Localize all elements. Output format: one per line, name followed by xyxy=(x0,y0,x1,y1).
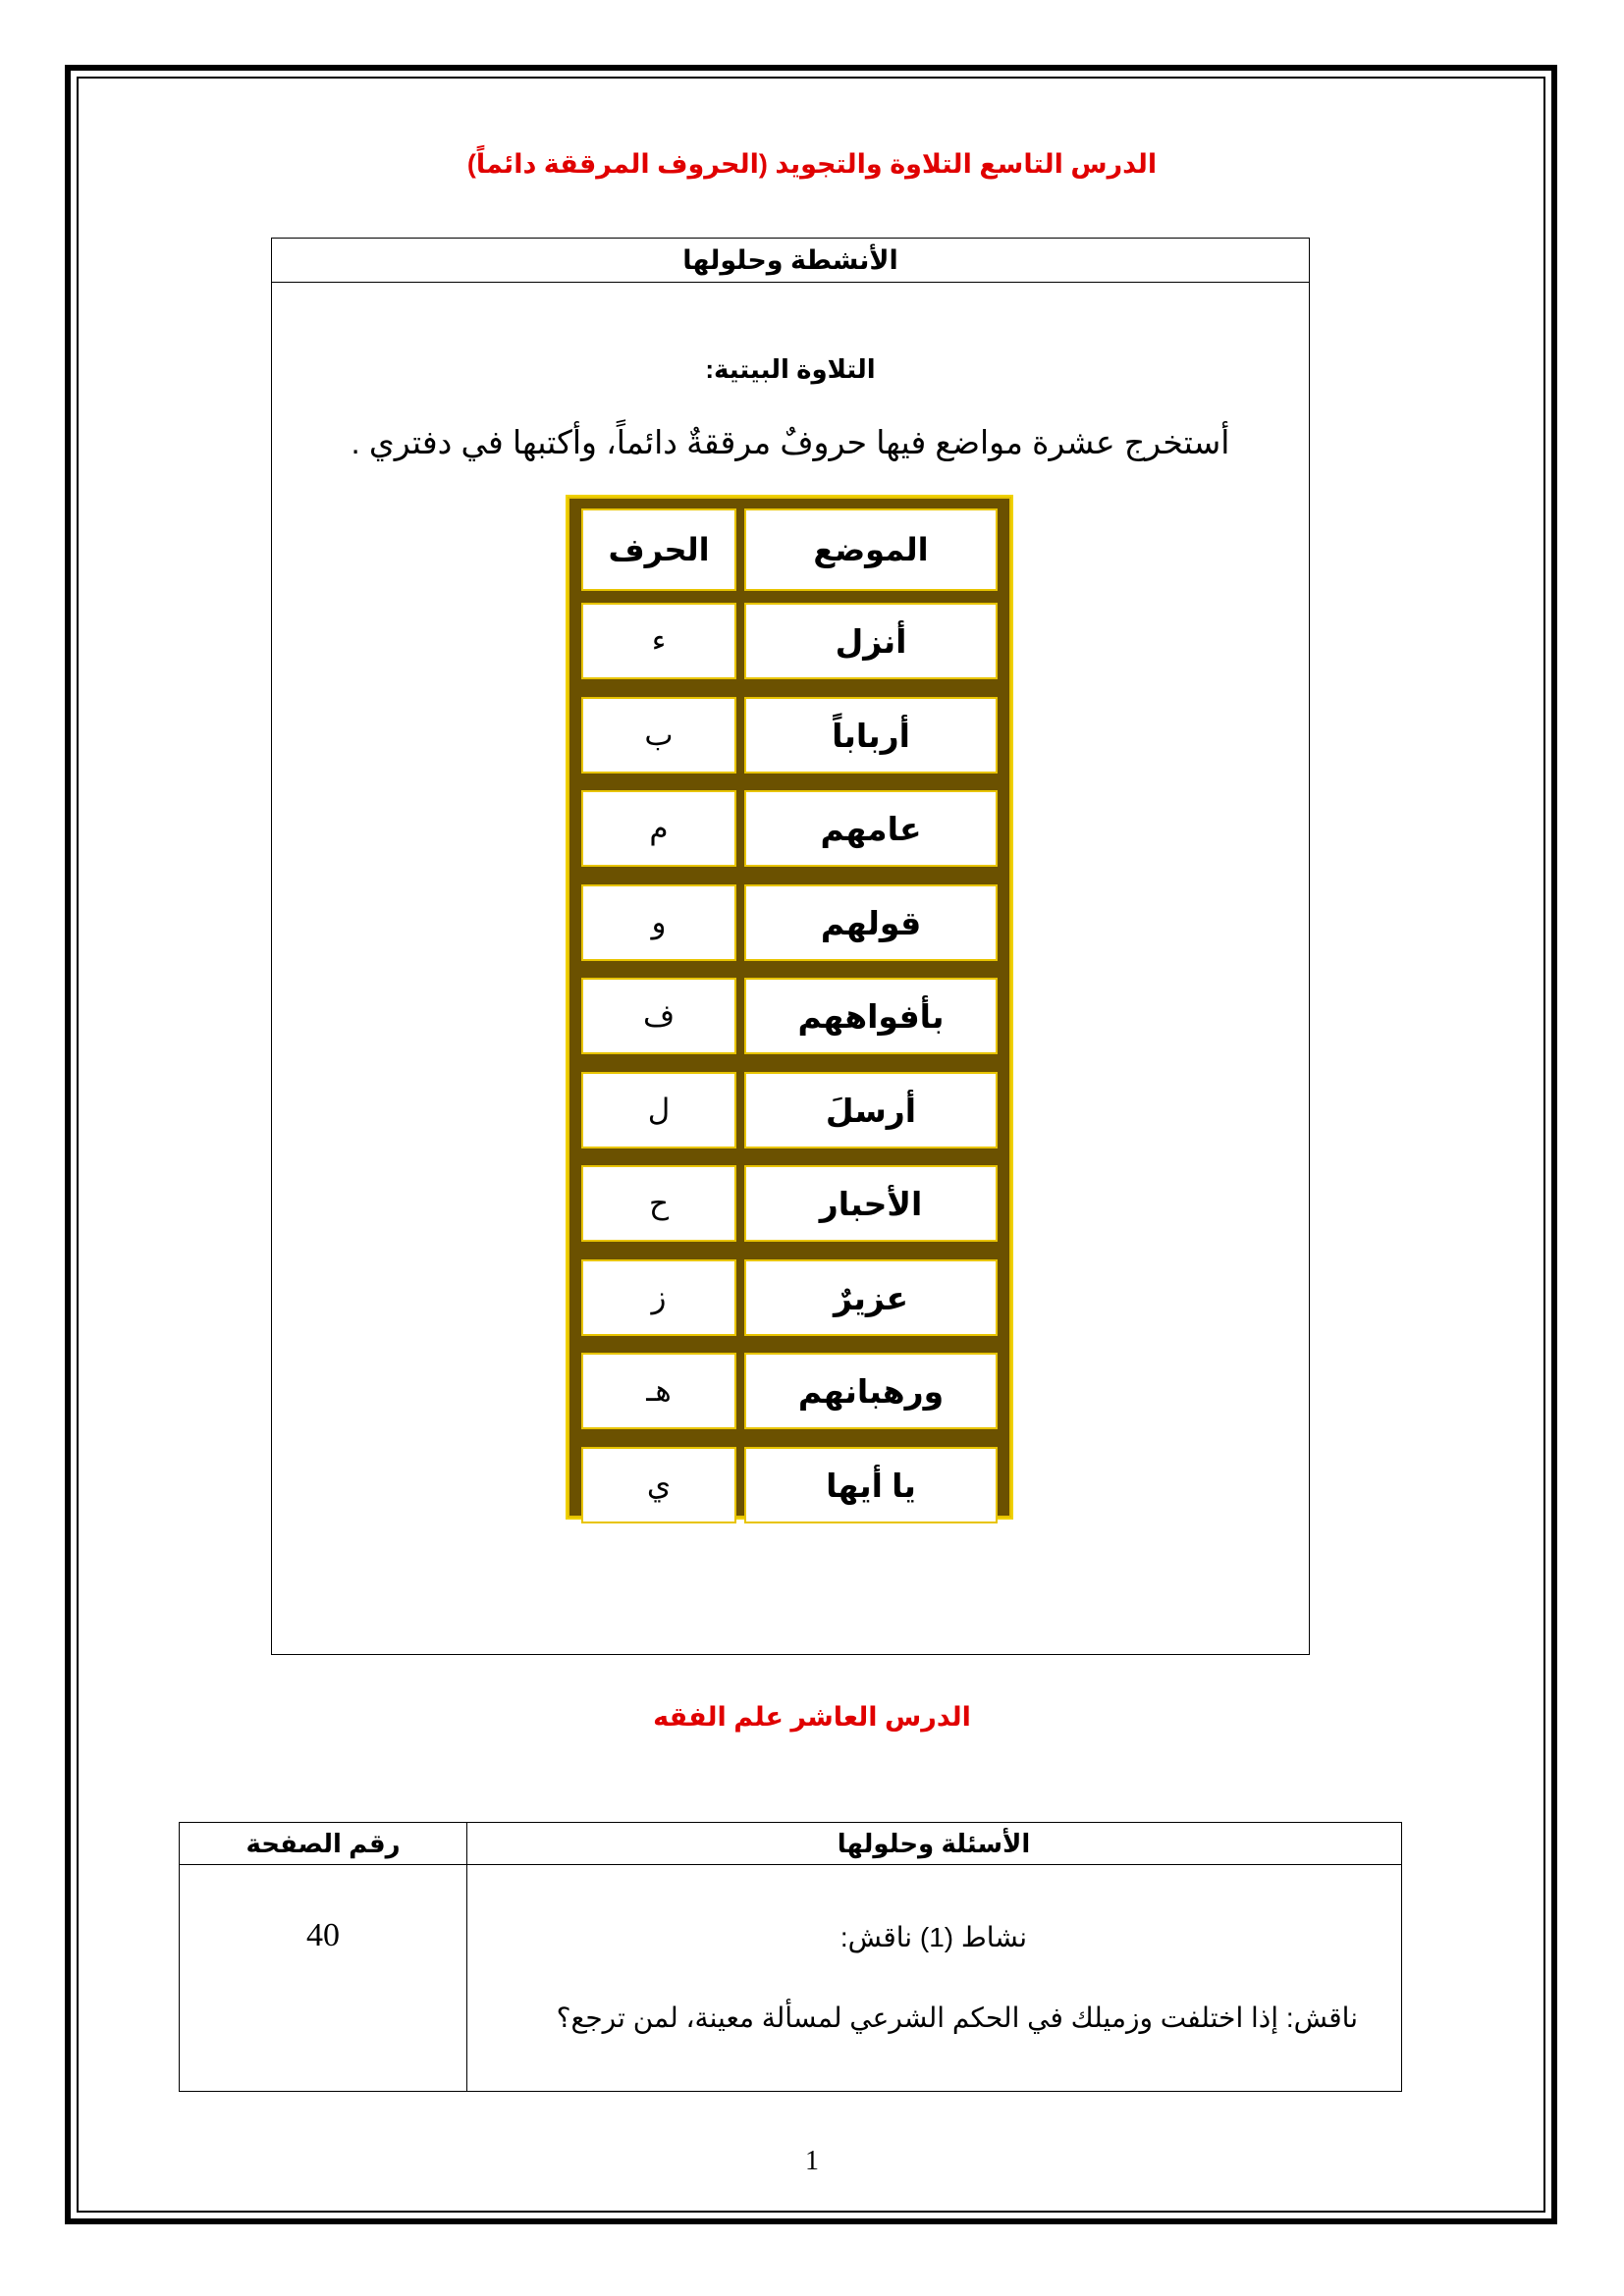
cell-letter: ء xyxy=(581,603,736,679)
header-letter: الحرف xyxy=(581,508,736,591)
cell-place: عزيرٌ xyxy=(744,1259,998,1336)
cell-place: عامهم xyxy=(744,790,998,867)
cell-place: بأفواههم xyxy=(744,978,998,1054)
activity-label: نشاط (1) ناقش: xyxy=(839,1922,1028,1952)
page-number: 1 xyxy=(805,2146,819,2176)
questions-table-divider xyxy=(180,1864,1401,1865)
cell-letter: ف xyxy=(581,978,736,1054)
letters-table-header-row xyxy=(568,508,1011,591)
cell-letter: ل xyxy=(581,1072,736,1148)
discussion-question: ناقش: إذا اختلفت وزميلك في الحكم الشرعي لمسألة معينة، لمن ترجع؟ xyxy=(556,2002,1358,2033)
lesson9-title: الدرس التاسع التلاوة والتجويد (الحروف المرققة دائماً) xyxy=(466,149,1158,179)
cell-letter: هـ xyxy=(581,1353,736,1429)
table-row xyxy=(568,1165,1011,1242)
page-reference: 40 xyxy=(306,1917,340,1953)
table-row xyxy=(568,1259,1011,1336)
table-row xyxy=(568,790,1011,867)
recitation-instruction: أستخرج عشرة مواضع فيها حروفٌ مرققةٌ دائماً، وأكتبها في دفتري . xyxy=(351,424,1230,460)
cell-place: ورهبانهم xyxy=(744,1353,998,1429)
lesson10-title: الدرس العاشر علم الفقه xyxy=(653,1702,971,1732)
cell-place: أرسلَ xyxy=(744,1072,998,1148)
table-row xyxy=(568,697,1011,774)
recitation-title: التلاوة البيتية: xyxy=(705,354,876,384)
cell-place: قولهم xyxy=(744,884,998,961)
header-place: الموضع xyxy=(744,508,998,591)
cell-letter: ي xyxy=(581,1447,736,1523)
cell-place: يا أيها xyxy=(744,1447,998,1523)
table-row xyxy=(568,603,1011,679)
cell-place: أنزل xyxy=(744,603,998,679)
letters-table xyxy=(568,497,1011,1518)
cell-place: أرباباً xyxy=(744,697,998,774)
table-row xyxy=(568,1072,1011,1148)
header-questions: الأسئلة وحلولها xyxy=(837,1829,1031,1858)
questions-table xyxy=(179,1822,1402,2092)
table-row xyxy=(568,978,1011,1054)
cell-letter: ز xyxy=(581,1259,736,1336)
cell-place: الأحبار xyxy=(744,1165,998,1242)
table-row xyxy=(568,884,1011,961)
header-page-number: رقم الصفحة xyxy=(245,1829,401,1858)
table-row xyxy=(568,1447,1011,1523)
table-row xyxy=(568,1353,1011,1429)
cell-letter: ب xyxy=(581,697,736,774)
cell-letter: ح xyxy=(581,1165,736,1242)
cell-letter: و xyxy=(581,884,736,961)
activities-header: الأنشطة وحلولها xyxy=(272,239,1309,283)
cell-letter: م xyxy=(581,790,736,867)
